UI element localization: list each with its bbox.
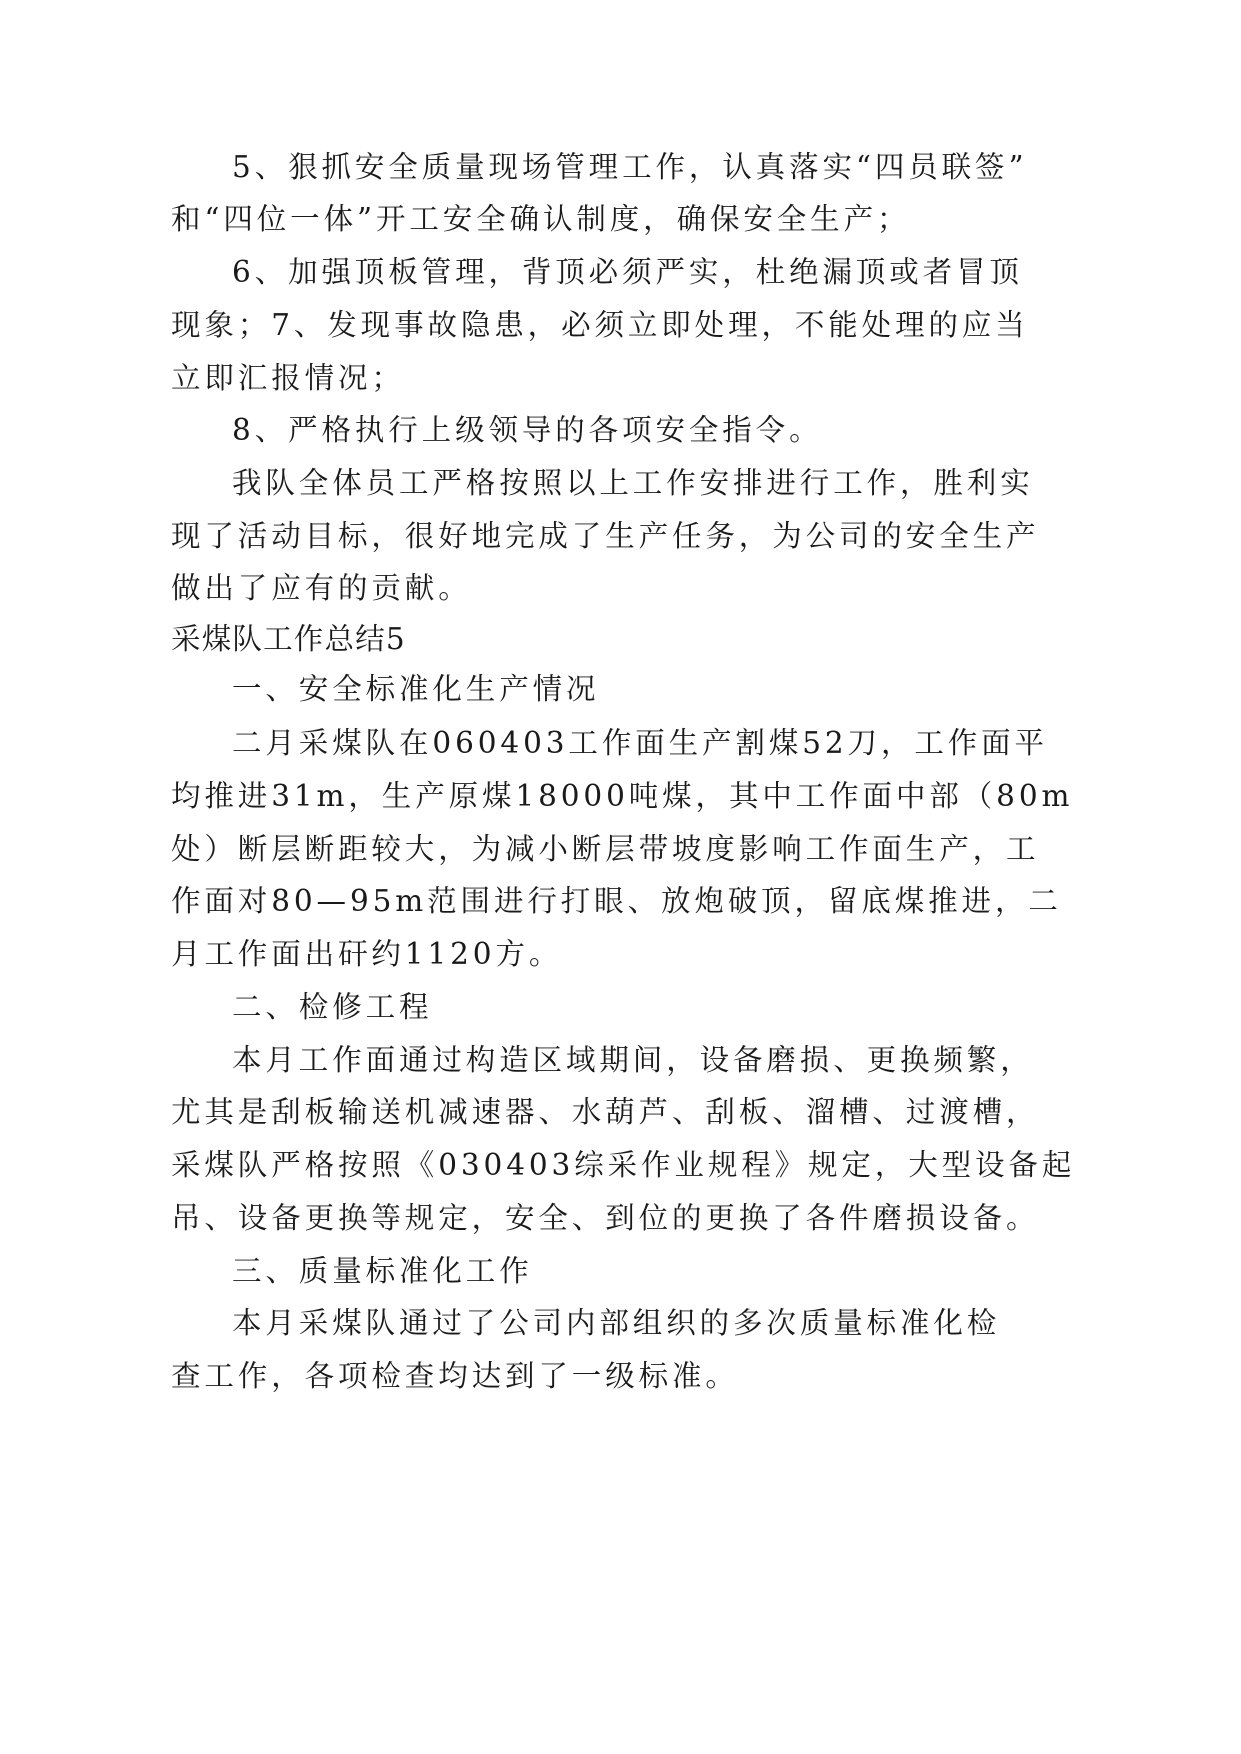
paragraph-line: 作面对80—95m范围进行打眼、放炮破顶，留底煤推进，二 [171, 884, 1062, 918]
paragraph-line: 现象；7、发现事故隐患，必须立即处理，不能处理的应当 [171, 308, 1029, 342]
paragraph-line: 做出了应有的贡献。 [171, 571, 472, 605]
paragraph-line: 均推进31m，生产原煤18000吨煤，其中工作面中部（80m [171, 779, 1074, 813]
paragraph-line: 我队全体员工严格按照以上工作安排进行工作，胜利实 [232, 466, 1034, 500]
paragraph-line: 立即汇报情况； [171, 361, 405, 395]
subheading: 三、质量标准化工作 [232, 1254, 533, 1288]
paragraph-line: 本月采煤队通过了公司内部组织的多次质量标准化检 [232, 1306, 1001, 1340]
paragraph-line: 现了活动目标，很好地完成了生产任务，为公司的安全生产 [171, 519, 1040, 553]
paragraph-line: 8、严格执行上级领导的各项安全指令。 [232, 413, 823, 447]
paragraph-line: 6、加强顶板管理，背顶必须严实，杜绝漏顶或者冒顶 [232, 255, 1023, 289]
paragraph-line: 本月工作面通过构造区域期间，设备磨损、更换频繁， [232, 1043, 1034, 1077]
subheading: 一、安全标准化生产情况 [232, 672, 600, 706]
paragraph-line: 5、狠抓安全质量现场管理工作，认真落实“四员联签” [232, 150, 1028, 184]
paragraph-line: 处）断层断距较大，为减小断层带坡度影响工作面生产，工 [171, 832, 1040, 866]
paragraph-line: 吊、设备更换等规定，安全、到位的更换了各件磨损设备。 [171, 1201, 1040, 1235]
subheading: 二、检修工程 [232, 990, 433, 1024]
section-title: 采煤队工作总结5 [171, 622, 406, 656]
paragraph-line: 采煤队严格按照《030403综采作业规程》规定，大型设备起 [171, 1148, 1076, 1182]
paragraph-line: 月工作面出矸约1120方。 [171, 937, 563, 971]
paragraph-line: 二月采煤队在060403工作面生产割煤52刀，工作面平 [232, 726, 1048, 760]
paragraph-line: 尤其是刮板输送机减速器、水葫芦、刮板、溜槽、过渡槽， [171, 1095, 1040, 1129]
paragraph-line: 查工作，各项检查均达到了一级标准。 [171, 1359, 739, 1393]
paragraph-line: 和“四位一体”开工安全确认制度，确保安全生产； [171, 202, 911, 236]
